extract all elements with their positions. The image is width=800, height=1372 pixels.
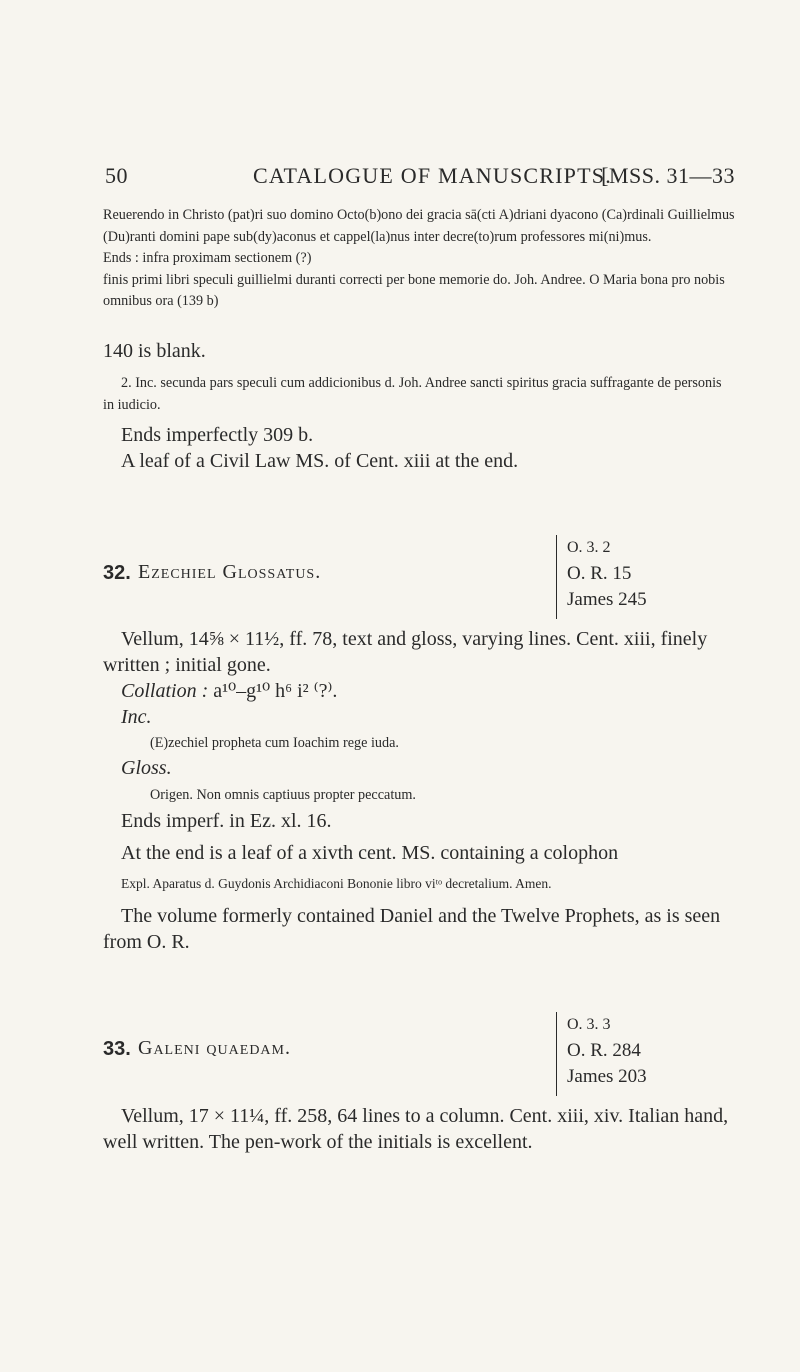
ms32-shelfmark-3: James 245: [567, 589, 647, 610]
ms32-contents-note: The volume formerly contained Daniel and the Twelve Prophets, as is seen from O. R.: [103, 905, 721, 953]
ms33-number: 33.: [103, 1038, 131, 1060]
ms32-heading: [103, 535, 735, 619]
ms33-title: Galeni quaedam.: [138, 1037, 291, 1059]
ms32-incipit: (E)zechiel propheta cum Ioachim rege iuda.: [150, 735, 399, 751]
ms32-ends: Ends imperf. in Ez. xl. 16.: [121, 810, 332, 832]
ms32-gloss: Origen. Non omnis captiuus propter peccatum.: [150, 787, 416, 803]
running-title: CATALOGUE OF MANUSCRIPTS.: [253, 163, 612, 188]
ms31-ends-label: Ends : infra proximam sectionem (?): [103, 250, 312, 266]
ms32-inc-label: Inc.: [121, 706, 152, 728]
ms31-blank-note: 140 is blank.: [103, 340, 206, 362]
ms32-number: 32.: [103, 562, 131, 584]
ms33-shelfmarks: [556, 1012, 647, 1096]
ms32-shelfmark-1: O. 3. 2: [567, 539, 611, 556]
ms31-ends: Ends imperfectly 309 b.: [121, 424, 314, 446]
ms33-shelfmark-3: James 203: [567, 1066, 647, 1087]
ms31-leaf-note: A leaf of a Civil Law MS. of Cent. xiii at the end.: [121, 450, 519, 472]
ms32-colophon-intro: At the end is a leaf of a xivth cent. MS. containing a colophon: [121, 842, 619, 864]
collation-formula: a¹⁰–g¹⁰ h⁶ i² ⁽?⁾.: [213, 680, 338, 702]
ms33-heading: [103, 1012, 735, 1096]
ms31-rubric: [103, 205, 735, 313]
ms33-shelfmark-1: O. 3. 3: [567, 1016, 611, 1033]
ms-range: [MSS. 31—33: [601, 163, 735, 188]
ms31-explicit: finis primi libri speculi guillielmi duranti correcti per bone memorie do. Joh. Andree. O Maria bona pro nobis omnibus ora (139 b): [103, 271, 725, 309]
ms32-colophon: Expl. Aparatus d. Guydonis Archidiaconi Bononie libro viᵗᵒ decretalium. Amen.: [121, 876, 552, 891]
ms33-description: Vellum, 17 × 11¼, ff. 258, 64 lines to a column. Cent. xiii, xiv. Italian hand, well written. The pen-work of the initials is excellent.: [103, 1105, 729, 1153]
ms31-rubric-text: Reuerendo in Christo (pat)ri suo domino Octo(b)ono dei gracia sā(cti A)driani dyacono (Ca)rdinali Guillielmus (Du)ranti domini pape sub(dy)aconus et cappel(la)nus inter decre(to)rum professores mi(ni)mus.: [103, 207, 735, 245]
collation-label: Collation :: [121, 680, 209, 702]
page-number: 50: [105, 163, 128, 188]
ms33-shelfmark-2: O. R. 284: [567, 1040, 641, 1061]
ms32-gloss-label: Gloss.: [121, 757, 172, 779]
ms32-shelfmark-2: O. R. 15: [567, 563, 632, 584]
ms31-part2: 2. Inc. secunda pars speculi cum addicionibus d. Joh. Andree sancti spiritus gracia suffragante de personis in iudicio.: [103, 375, 722, 413]
ms32-description: Vellum, 14⅝ × 11½, ff. 78, text and gloss, varying lines. Cent. xiii, finely written ; initial gone.: [103, 628, 708, 676]
ms32-collation: [103, 678, 735, 704]
ms32-shelfmarks: [556, 535, 647, 619]
ms32-title: Ezechiel Glossatus.: [138, 561, 322, 583]
